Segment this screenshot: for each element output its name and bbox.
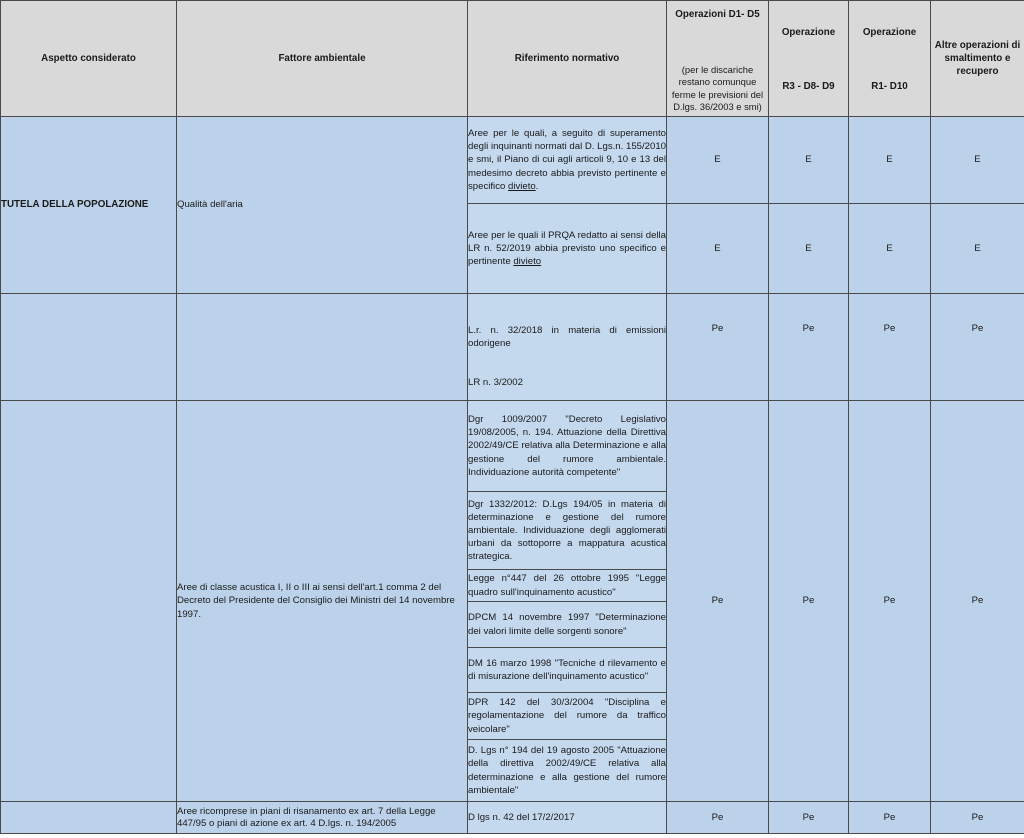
- fattore-cell-empty: [177, 294, 468, 401]
- value-cell: Pe: [849, 802, 931, 834]
- value-cell: Pe: [667, 802, 769, 834]
- value-cell: E: [931, 117, 1024, 204]
- aspect-cell: TUTELA DELLA POPOLAZIONE: [1, 117, 177, 294]
- value-cell: E: [931, 204, 1024, 294]
- norm-cell: DPR 142 del 30/3/2004 "Disciplina e regolamentazione del rumore da traffico veicolare": [468, 693, 667, 740]
- norm-text: .: [535, 180, 539, 192]
- header-altre-operazioni: Altre operazioni di smaltimento e recupero: [931, 1, 1024, 117]
- norm-cell: [468, 294, 667, 401]
- norm-cell: Dgr 1009/2007 "Decreto Legislativo 19/08/2005, n. 194. Attuazione della Direttiva 2002/49/CE relativa alla Determinazione e alla gestione del rumore ambientale. Individuazione autorità competente": [468, 401, 667, 492]
- norm-cell: Legge n°447 del 26 ottobre 1995 "Legge quadro sull'inquinamento acustico": [468, 570, 667, 602]
- header-op-r1: [849, 1, 931, 117]
- norm-cell: DPCM 14 novembre 1997 "Determinazione dei valori limite delle sorgenti sonore": [468, 602, 667, 648]
- header-fattore: Fattore ambientale: [177, 1, 468, 117]
- norm-text: Aree per le quali, a seguito di superamento degli inquinanti normati dal D. Lgs.n. 155/2010 e smi, il Piano di cui agli articoli 9, 10 e 13 del medesimo decreto abbia previsto pertinente e specifico: [468, 128, 666, 192]
- header-op-r3-codes: R3 - D8- D9: [782, 80, 835, 92]
- value-cell: Pe: [849, 401, 931, 802]
- norm-text: Aree per le quali il PRQA redatto ai sensi della LR n. 52/2019 abbia previsto uno specifico e pertinente: [468, 229, 666, 268]
- header-riferimento: Riferimento normativo: [468, 1, 667, 117]
- value-cell: Pe: [769, 802, 849, 834]
- fattore-acustica: Aree di classe acustica I, II o III ai sensi dell'art.1 comma 2 del Decreto del Presidente del Consiglio dei Ministri del 14 novembre 1997.: [177, 401, 468, 802]
- table-row: [1, 117, 1024, 204]
- value-cell: Pe: [667, 401, 769, 802]
- value-cell: E: [769, 204, 849, 294]
- value-cell: Pe: [931, 401, 1024, 802]
- norm-divieto: divieto: [508, 180, 536, 192]
- value-cell: Pe: [931, 294, 1024, 401]
- value-cell: Pe: [849, 294, 931, 401]
- value-cell: E: [849, 204, 931, 294]
- header-op-r1-codes: R1- D10: [871, 80, 908, 92]
- fattore-aria: Qualità dell'aria: [177, 117, 468, 294]
- header-row: [1, 1, 1024, 117]
- value-cell: E: [769, 117, 849, 204]
- header-op-d1-d5-note: (per le discariche restano comunque ferme le previsioni del D.lgs. 36/2003 e smi): [671, 64, 764, 112]
- value-cell: E: [849, 117, 931, 204]
- value-cell: E: [667, 204, 769, 294]
- value-cell: Pe: [769, 294, 849, 401]
- value-cell: Pe: [931, 802, 1024, 834]
- aspect-cell-empty: [1, 294, 177, 401]
- norm-text: LR n. 3/2002: [468, 377, 523, 389]
- aspect-cell-empty: [1, 802, 177, 834]
- header-aspetto: Aspetto considerato: [1, 1, 177, 117]
- value-cell: Pe: [667, 294, 769, 401]
- aspect-cell-empty: [1, 401, 177, 802]
- table-row: [1, 294, 1024, 401]
- norm-cell: [468, 117, 667, 204]
- header-op-r3: [769, 1, 849, 117]
- fattore-risanamento: Aree ricomprese in piani di risanamento ex art. 7 della Legge 447/95 o piani di azione ex art. 4 D.lgs. n. 194/2005: [177, 802, 468, 834]
- table-row: [1, 401, 1024, 492]
- header-op-d1-d5: [667, 1, 769, 117]
- norm-text: L.r. n. 32/2018 in materia di emissioni odorigene: [468, 325, 666, 350]
- norm-divieto: divieto: [513, 256, 542, 268]
- header-op-d1-d5-title: Operazioni D1- D5: [675, 9, 760, 20]
- norm-cell: [468, 204, 667, 294]
- norm-cell: D lgs n. 42 del 17/2/2017: [468, 802, 667, 834]
- norm-cell: D. Lgs n° 194 del 19 agosto 2005 "Attuazione della direttiva 2002/49/CE relativa alla determinazione e alla gestione del rumore ambientale": [468, 740, 667, 802]
- header-op-r3-title: Operazione: [781, 27, 836, 39]
- value-cell: E: [667, 117, 769, 204]
- table-row: [1, 802, 1024, 834]
- norm-cell: Dgr 1332/2012: D.Lgs 194/05 in materia di determinazione e gestione del rumore ambientale. Individuazione degli agglomerati urbani da sottoporre a mappatura acustica strategica.: [468, 492, 667, 570]
- value-cell: Pe: [769, 401, 849, 802]
- norm-cell: DM 16 marzo 1998 "Tecniche d rilevamento e di misurazione dell'inquinamento acustico": [468, 648, 667, 693]
- header-op-r1-title: Operazione: [862, 27, 917, 39]
